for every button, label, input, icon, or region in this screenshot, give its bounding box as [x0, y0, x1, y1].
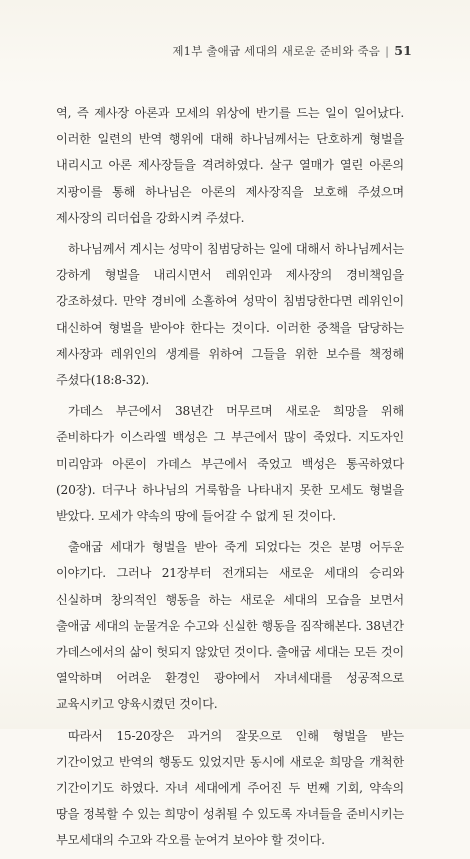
- header-separator: |: [385, 44, 390, 58]
- running-title: 제1부 출애굽 세대의 새로운 준비와 죽음: [172, 44, 381, 58]
- running-header: [172, 43, 412, 59]
- paragraph-4: 출애굽 세대가 형벌을 받아 죽게 되었다는 것은 분명 어두운 이야기다. 그러나 21장부터 전개되는 새로운 세대의 승리와 신실하며 창의적인 행동을 하는 새로운 세대의 모습을 보면서 출애굽 세대의 눈물겨운 수고와 신실한 행동을 짐작해본다. 38년간 가데스에서의 삶이 헛되지 않았던 것이다. 출애굽 세대는 모든 것이 열악하며 어려운 환경인 광야에서 자녀세대를 성공적으로 교육시키고 양육시켰던 것이다.: [56, 540, 404, 712]
- page-number: 51: [394, 43, 412, 58]
- paragraph-5: 따라서 15-20장은 과거의 잘못으로 인해 형벌을 받는 기간이었고 반역의 행동도 있었지만 동시에 새로운 희망을 개척한 기간이기도 하였다. 자녀 세대에게 주어진 두 번째 기회, 약속의 땅을 정복할 수 있는 희망이 성취될 수 있도록 자녀들을 준비시키는 부모세대의 수고와 각오를 눈여겨 보아야 할 것이다.: [56, 728, 404, 848]
- paragraph-1: 역, 즉 제사장 아론과 모세의 위상에 반기를 드는 일이 일어났다. 이러한 일련의 반역 행위에 대해 하나님께서는 단호하게 형벌을 내리시고 아론 제사장들을 격려하였다. 살구 열매가 열린 아론의 지팡이를 통해 하나님은 아론의 제사장직을 보호해 주셨으며 제사장의 리더쉽을 강화시켜 주셨다.: [56, 106, 404, 225]
- paragraph-3: 가데스 부근에서 38년간 머무르며 새로운 희망을 위해 준비하다가 이스라엘 백성은 그 부근에서 많이 죽었다. 지도자인 미리암과 아론이 가데스 부근에서 죽었고 백성은 통곡하였다(20장). 더구나 하나님의 거룩함을 나타내지 못한 모세도 형벌을 받았다. 모세가 약속의 땅에 들어갈 수 없게 된 것이다.: [56, 404, 404, 524]
- body-text: [56, 100, 404, 859]
- paragraph-2: 하나님께서 계시는 성막이 침범당하는 일에 대해서 하나님께서는 강하게 형벌을 내리시면서 레위인과 제사장의 경비책임을 강조하셨다. 만약 경비에 소홀하여 성막이 침범당한다면 레위인이 대신하여 형벌을 받아야 한다는 것이다. 이러한 중책을 담당하는 제사장과 레위인의 생계를 위하여 그들을 위한 보수를 책정해 주셨다(18:8-32).: [56, 242, 404, 388]
